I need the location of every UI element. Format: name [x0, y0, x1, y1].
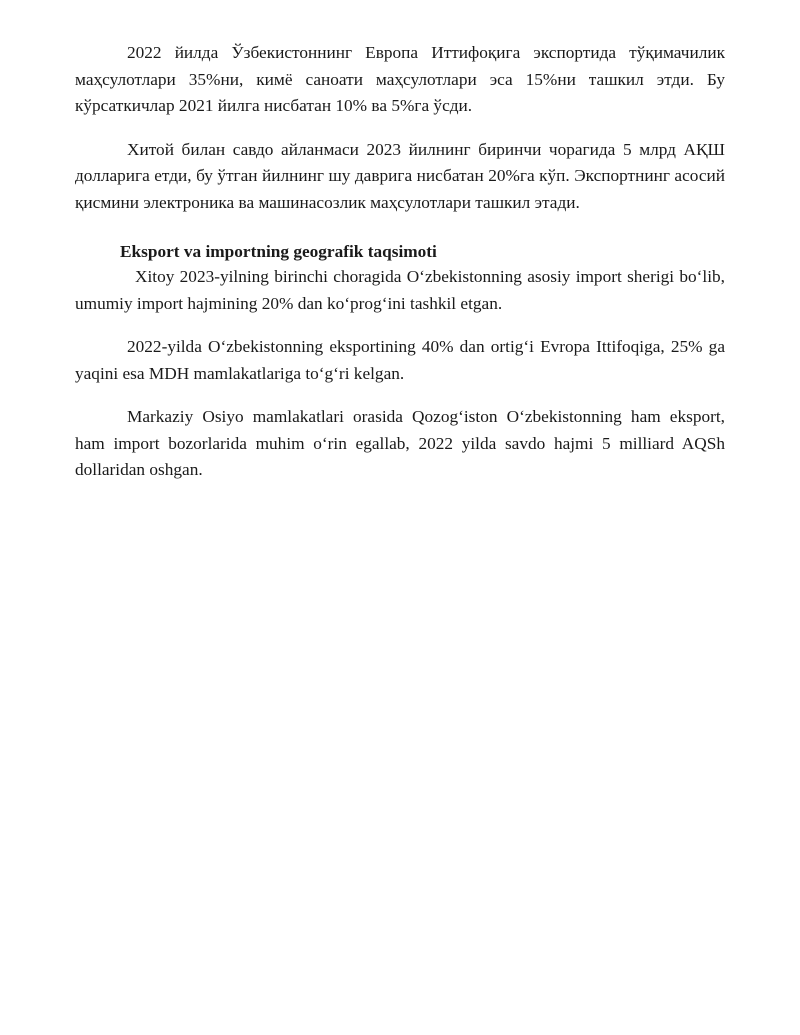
paragraph-kazakhstan-trade: Markaziy Osiyo mamlakatlari orasida Qozogʻiston Oʻzbekistonning ham eksport, ham import bozorlarida muhim oʻrin egallab, 2022 yilda savdo hajmi 5 milliard AQSh dollaridan oshgan.	[75, 407, 725, 479]
section-heading: Eksport va importning geografik taqsimoti	[120, 242, 437, 261]
document-page	[75, 40, 725, 484]
paragraph-export-share: 2022-yilda Oʻzbekistonning eksportining 40% dan ortigʻi Evropa Ittifoqiga, 25% ga yaqini esa MDH mamlakatlariga toʻgʻri kelgan.	[75, 337, 725, 383]
paragraph-eu-exports: 2022 йилда Ўзбекистоннинг Европа Иттифоқига экспортида тўқимачилик маҳсулотлари 35%ни, кимё саноати маҳсулотлари эса 15%ни ташкил этди. Бу кўрсаткичлар 2021 йилга нисбатан 10% ва 5%га ўсди.	[75, 43, 725, 115]
paragraph-china-import: Xitoy 2023-yilning birinchi choragida Oʻzbekistonning asosiy import sherigi boʻlib, umumiy import hajmining 20% dan koʻprogʻini tashkil etgan.	[75, 267, 725, 313]
paragraph-china-trade: Хитой билан савдо айланмаси 2023 йилнинг биринчи чорагида 5 млрд АҚШ долларига етди, бу ўтган йилнинг шу даврига нисбатан 20%га кўп. Экспортнинг асосий қисмини электроника ва машинасозлик маҳсулотлари ташкил этади.	[75, 139, 725, 212]
